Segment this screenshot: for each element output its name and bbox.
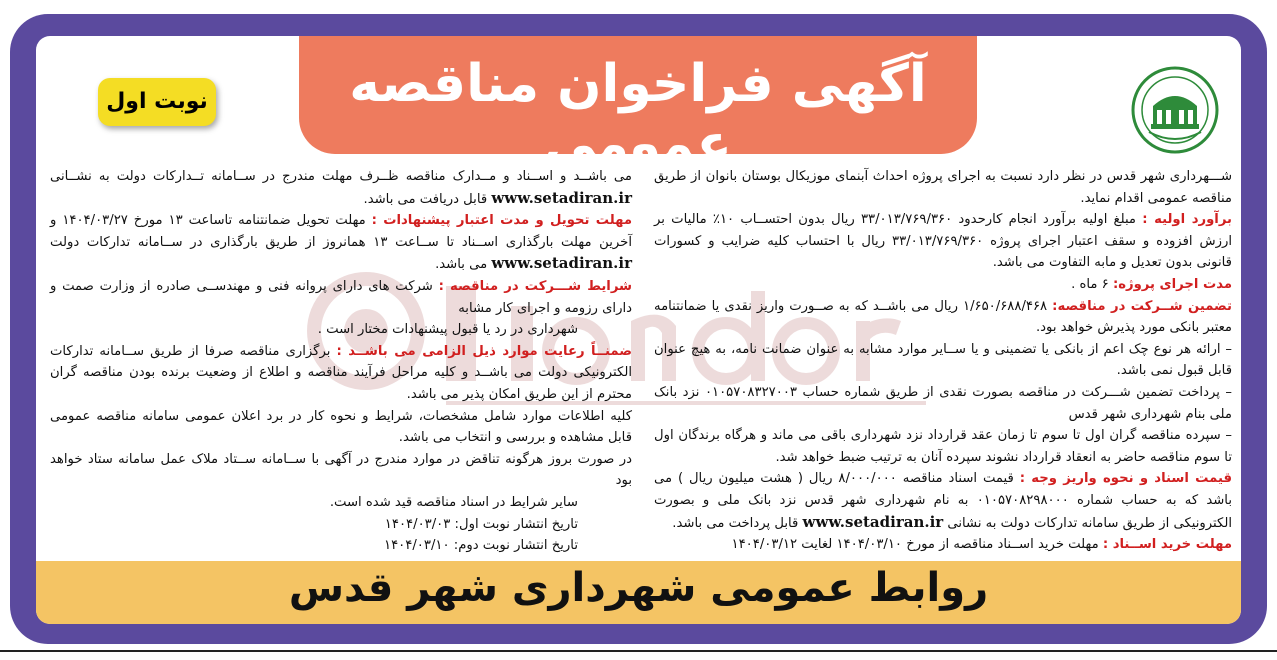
bullet-payment: – پرداخت تضمین شـــرکت در مناقصه بصورت نقدی از طریق شماره حساب ۰۱۰۵۷۰۸۳۲۷۰۰۳ نزد بانک ملی بنام شهرداری شهر قدس bbox=[654, 384, 1232, 422]
bullet-deposit: – سپرده مناقصه گران اول تا سوم تا زمان عقد قرارداد نزد شهرداری باقی می ماند و هرگاه برندگان اول تا سوم مناقصه حاضر به انعقاد قرارداد نشوند سپرده آنان به ترتیب ضبط خواهد شد. bbox=[654, 428, 1232, 465]
docs-text-end: قابل دریافت می باشد. bbox=[363, 191, 488, 207]
left-column bbox=[50, 166, 632, 557]
bottom-divider bbox=[0, 650, 1277, 652]
duration-heading: مدت اجرای پروژه: bbox=[1112, 276, 1232, 292]
deadline-text: مهلت خرید اســناد مناقصه از مورخ ۱۴۰۴/۰۳/۱۰ لغایت ۱۴۰۴/۰۳/۱۲ bbox=[731, 537, 1099, 553]
setad-link[interactable]: www.setadiran.ir bbox=[491, 188, 632, 207]
deadline-heading: مهلت خرید اســناد : bbox=[1102, 537, 1232, 553]
rejection-note: شهرداری در رد یا قبول پیشنهادات مختار است . bbox=[317, 322, 578, 338]
price-text: قیمت اسناد مناقصه ۸/۰۰۰/۰۰۰ ریال ( هشت میلیون ریال ) می باشد که به حساب شماره ۰۱۰۵۷۰۸۲۹۸۰۰۰ به نام شهرداری شهر قدس نزد بانک ملی و بصورت الکترونیکی از طریق سامانه تدارکات دولت به نشانی bbox=[654, 471, 1232, 531]
mandatory-paragraph bbox=[50, 341, 632, 406]
conditions-paragraph bbox=[50, 276, 632, 319]
conditions-text: شرکت های دارای پروانه فنی و مهندســی صادره از وزارت صمت و دارای رزومه و اجرای کار مشابه bbox=[50, 278, 632, 316]
deadline-paragraph bbox=[654, 534, 1232, 556]
estimate-text: مبلغ اولیه برآورد انجام کارحدود ۳۳/۰۱۳/۷۶۹/۳۶۰ ریال بدون احتســاب ۱۰٪ مالیات بر ارزش افزوده و سقف اعتبار اجرای پروژه ۳۳/۰۱۳/۷۶۹/۳۶۰ ریال با احتساب کلیه ضرایب و کسورات قانونی بدون تعدیل و مابه التفاوت می باشد. bbox=[654, 212, 1232, 271]
title-banner bbox=[299, 36, 977, 174]
submission-heading: مهلت تحویل و مدت اعتبار پیشنهادات : bbox=[371, 213, 632, 229]
municipality-logo-icon bbox=[1131, 66, 1219, 154]
guarantee-paragraph bbox=[654, 296, 1232, 339]
guarantee-heading: تضمین شــرکت در مناقصه: bbox=[1052, 298, 1232, 314]
round-badge: نوبت اول bbox=[98, 78, 216, 126]
setad-link[interactable]: www.setadiran.ir bbox=[491, 254, 632, 273]
duration-paragraph bbox=[654, 274, 1232, 296]
mandatory-text: برگزاری مناقصه صرفا از طریق ســامانه تدارکات الکترونیکی دولت می باشــد و کلیه مراحل فرآیند مناقصه و اطلاع از وضعیت برنده بودن مناقصه گران محترم از این طریق امکان پذیر می باشد. bbox=[50, 343, 632, 402]
intro-paragraph: شـــهرداری شهر قدس در نظر دارد نسبت به اجرای پروژه احداث آبنمای موزیکال بوستان بانوان از طریق مناقصه عمومی اقدام نماید. bbox=[654, 169, 1232, 206]
right-column bbox=[654, 166, 1232, 556]
conflict-paragraph: در صورت بروز هرگونه تناقض در موارد مندرج در آگهی با ســامانه ســتاد ملاک عمل سامانه ستاد خواهد بود bbox=[50, 451, 632, 489]
submission-text-end: می باشد. bbox=[435, 257, 488, 273]
second-publish-date: تاریخ انتشار نوبت دوم: ۱۴۰۴/۰۳/۱۰ bbox=[384, 538, 578, 554]
ad-panel bbox=[36, 36, 1241, 624]
price-paragraph bbox=[654, 468, 1232, 534]
guarantee-text: ۱/۶۵۰/۶۸۸/۴۶۸ ریال می باشــد که به صــورت واریز نقدی یا ضمانتنامه معتبر بانکی مورد پذیرش خواهد بود. bbox=[654, 298, 1232, 336]
estimate-paragraph bbox=[654, 209, 1232, 274]
footer-band bbox=[36, 561, 1241, 624]
footer-title: روابط عمومی شهرداری شهر قدس bbox=[288, 565, 989, 611]
price-heading: قیمت اسناد و نحوه واریز وجه : bbox=[1019, 471, 1232, 487]
submission-paragraph bbox=[50, 210, 632, 276]
ad-title: آگهی فراخوان مناقصه عمومی bbox=[349, 54, 927, 174]
mandatory-heading: ضمنــاً رعایت موارد ذیل الزامی می باشــد : bbox=[336, 343, 632, 359]
ad-frame bbox=[10, 14, 1267, 644]
estimate-heading: برآورد اولیه : bbox=[1142, 212, 1232, 228]
setad-link[interactable]: www.setadiran.ir bbox=[802, 512, 944, 531]
submission-text: مهلت تحویل ضمانتنامه تاساعت ۱۳ مورخ ۱۴۰۴/۰۳/۲۷ و آخرین مهلت بارگذاری اســناد تا ســاعت ۱۳ همانروز از طریق بارگذاری در ســامانه تدارکات دولت bbox=[50, 213, 632, 250]
conditions-heading: شرایط شـــرکت در مناقصه : bbox=[438, 278, 632, 294]
info-paragraph: کلیه اطلاعات موارد شامل مشخصات، شرایط و نحوه کار در برد اعلان عمومی سامانه مناقصه عمومی قابل مشاهده و بررسی و انتخاب می باشد. bbox=[50, 408, 632, 446]
other-conditions: سایر شرایط در اسناد مناقصه قید شده است. bbox=[329, 494, 578, 510]
bullet-cheque: – ارائه هر نوع چک اعم از بانکی یا تضمینی و یا ســایر موارد مشابه به عنوان ضمانت نامه، به هیچ عنوان قابل قبول نمی باشد. bbox=[654, 341, 1232, 379]
first-publish-date: تاریخ انتشار نوبت اول: ۱۴۰۴/۰۳/۰۳ bbox=[384, 516, 578, 532]
duration-text: ۶ ماه . bbox=[1071, 276, 1109, 292]
docs-paragraph bbox=[50, 166, 632, 210]
price-text-end: قابل پرداخت می باشد. bbox=[672, 515, 799, 531]
docs-text: می باشــد و اســناد و مــدارک مناقصه ظــرف مهلت مندرج در ســامانه تــدارکات دولت به نشــانی bbox=[50, 169, 632, 184]
